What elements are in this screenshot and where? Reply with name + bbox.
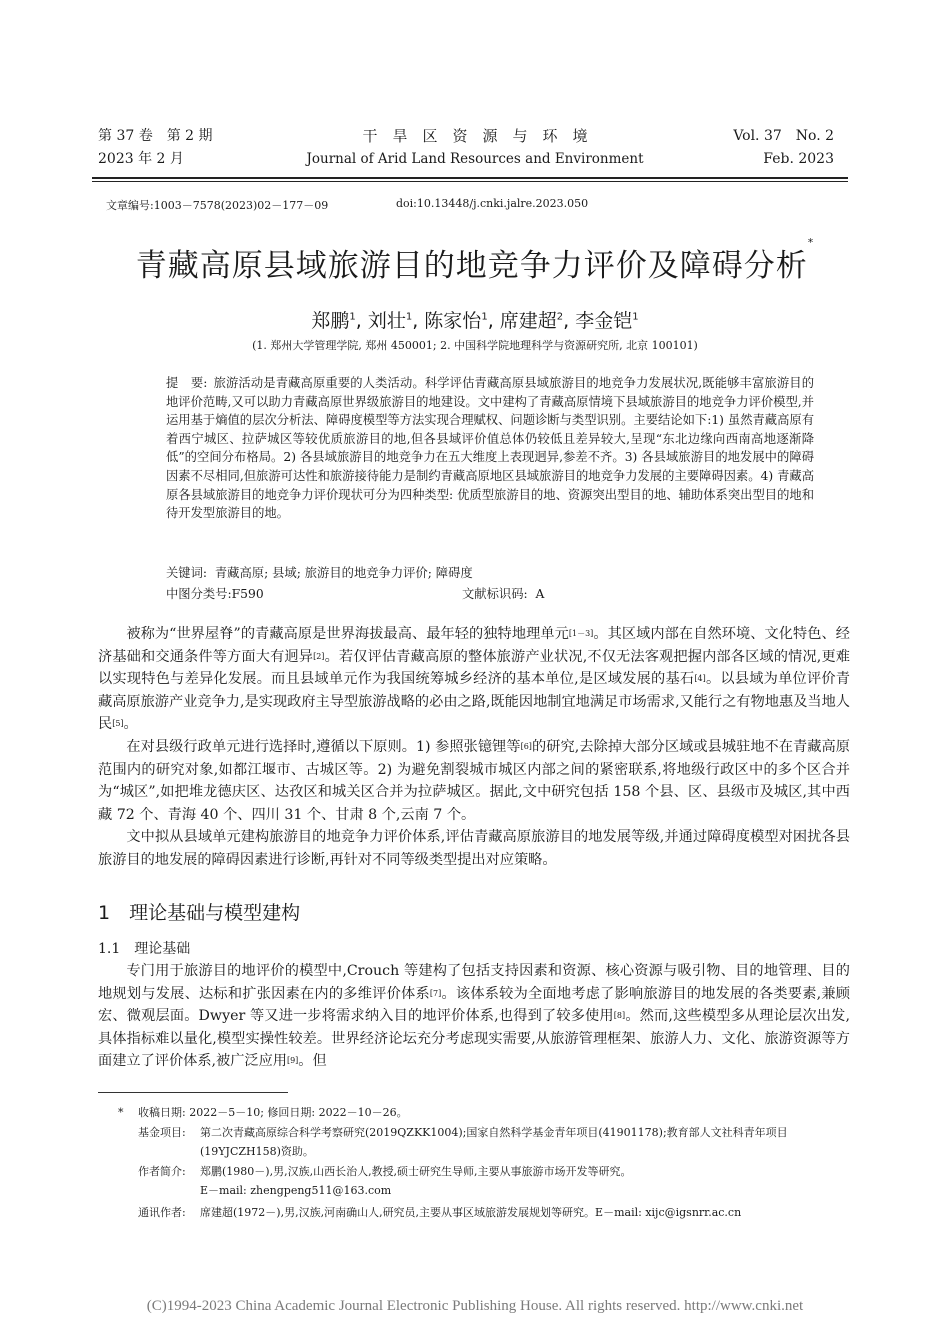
citation-ref: [7] — [429, 988, 442, 998]
header-rule-thick — [92, 177, 848, 179]
footnote-author: 郑鹏(1980－),男,汉族,山西长治人,教授,硕士研究生导师,主要从事旅游市场开发等研究。 — [200, 1165, 632, 1178]
journal-title-en: Journal of Arid Land Resources and Environment — [306, 151, 644, 167]
introduction — [98, 623, 850, 872]
author: 郑鹏$^1$ — [311, 310, 356, 332]
section-1-1-paragraph — [98, 960, 850, 1073]
volume-issue-cn: 第 37 卷 第 2 期 — [98, 128, 213, 144]
paragraph-text: 在对县级行政单元进行选择时,遵循以下原则。1) 参照张镱锂等 — [126, 738, 521, 755]
footnote-author-label: 作者简介: — [138, 1165, 186, 1178]
paragraph-text: 。以县域为单位评价青藏高原旅游产业竞争力,是实现政府主导型旅游战略的必由之路,既能因地制宜地满足市场需求,又能行之有物地惠及当地人民 — [98, 671, 850, 733]
paragraph-text: 。该体系较为全面地考虑了影响旅游目的地发展的各类要素,兼顾宏、微观层面。Dwyer 等又进一步将需求纳入目的地评价体系,也得到了较多使用 — [98, 985, 850, 1025]
paragraph-text: 的研究,去除掉大部分区域或县城驻地不在青藏高原范围内的研究对象,如都江堰市、古城区等。2) 为避免割裂城市城区内部之间的紧密联系,将地级行政区中的多个区合并为“城区”,如把堆龙德庆区、达孜区和城关区合并为拉萨城区。据此,文中研究包括 158 个县、区、县级市及城区,其中西藏 72 个、青海 40 个、四川 31 个、甘肃 8 个,云南 7 个。 — [98, 738, 850, 823]
paragraph-text: 。然而,这些模型多从理论层次出发,具体指标难以量化,模型实操性较差。世界经济论坛充分考虑现实需要,从旅游管理框架、旅游人力、文化、旅游资源等方面建立了评价体系,被广泛应用 — [98, 1008, 851, 1070]
clc-number: 中图分类号:F590 — [166, 587, 264, 601]
author: 陈家怡$^1$ — [424, 310, 488, 332]
citation-ref: [2] — [313, 651, 325, 661]
paragraph-text: 专门用于旅游目的地评价的模型中,Crouch 等建构了包括支持因素和资源、核心资源与吸引物、目的地管理、目的地规划与发展、达标和扩张因素在内的多维评价体系 — [98, 963, 850, 1002]
document-code: 文献标识码: A — [462, 587, 545, 601]
paragraph-text: 被称为“世界屋脊”的青藏高原是世界海拔最高、最年轻的独特地理单元 — [126, 626, 569, 642]
keywords-text: 青藏高原; 县域; 旅游目的地竞争力评价; 障碍度 — [214, 566, 473, 580]
paper-title-text: 青藏高原县域旅游目的地竞争力评价及障碍分析 — [135, 248, 808, 284]
abstract-label: 提 要: — [166, 376, 208, 390]
citation-ref: [5] — [112, 719, 124, 729]
paragraph-text: 。若仅评估青藏高原的整体旅游产业状况,不仅无法客观把握内部各区域的情况,更难以实现特色与差异化发展。而且县域单元作为我国统筹城乡经济的基本单位,是区域发展的基石 — [98, 648, 850, 688]
section-heading-1: 1 理论基础与模型建构 — [98, 902, 301, 924]
paragraph-text: 。 — [123, 716, 138, 733]
footnote-rule — [98, 1092, 288, 1093]
section-heading-1-1: 1.1 理论基础 — [98, 941, 191, 957]
intro-paragraph-2 — [98, 736, 850, 826]
doi: doi:10.13448/j.cnki.jalre.2023.050 — [396, 197, 589, 210]
citation-ref: [8] — [613, 1011, 626, 1021]
section-1-1-body — [98, 960, 850, 1073]
footnote-corr-label: 通讯作者: — [138, 1206, 186, 1219]
paragraph-text: 。但 — [298, 1053, 327, 1070]
footnote-corresponding: 席建超(1972－),男,汉族,河南确山人,研究员,主要从事区域旅游发展规划等研究。E－mail: xijc@igsnrr.ac.cn — [200, 1206, 742, 1219]
abstract — [166, 374, 814, 523]
author: 李金铠$^1$ — [575, 310, 639, 332]
intro-paragraph-1 — [98, 623, 850, 736]
citation-ref: [9] — [286, 1056, 299, 1066]
keywords — [166, 563, 473, 581]
citation-ref: [4] — [694, 674, 706, 684]
citation-ref: [1－3] — [568, 629, 594, 638]
citation-ref: [6] — [520, 741, 532, 751]
affiliations: (1. 郑州大学管理学院, 郑州 450001; 2. 中国科学院地理科学与资源研究所, 北京 100101) — [252, 339, 698, 352]
author-list: 郑鹏$^1$, 刘壮$^1$, 陈家怡$^1$, 席建超$^2$, 李金铠$^1$ — [311, 310, 639, 332]
author: 席建超$^2$ — [499, 310, 564, 332]
footnote-fund-label: 基金项目: — [138, 1126, 186, 1139]
date-cn: 2023 年 2 月 — [98, 151, 184, 167]
title-footnote-mark: * — [807, 236, 815, 249]
keywords-label: 关键词: — [166, 566, 208, 580]
footnote-author-email: E－mail: zhengpeng511@163.com — [200, 1184, 392, 1197]
footnote-mark: * — [118, 1106, 124, 1119]
header-rule-thin — [92, 181, 848, 182]
abstract-text: 旅游活动是青藏高原重要的人类活动。科学评估青藏高原县域旅游目的地竞争力发展状况,既能够丰富旅游目的地评价范畴,又可以助力青藏高原世界级旅游目的地建设。文中建构了青藏高原情境下县域旅游目的地竞争力评价模型,并运用基于熵值的层次分析法、障碍度模型等方法实现合理赋权、问题诊断与类型识别。主要结论如下:1) 虽然青藏高原有着西宁城区、拉萨城区等较优质旅游目的地,但各县域评价值总体仍较低且差异较大,呈现“东北边缘向西南高地逐渐降低”的空间分布格局。2) 各县域旅游目的地竞争力在五大维度上表现迥异,参差不齐。3) 各县域旅游目的地发展中的障碍因素不尽相同,但旅游可达性和旅游接待能力是制约青藏高原地区县域旅游目的地竞争力发展的主要障碍因素。4) 青藏高原各县域旅游目的地竞争力评价现状可分为四种类型: 优质型旅游目的地、资源突出型目的地、辅助体系突出型目的地和待开发型旅游目的地。 — [166, 376, 814, 521]
paragraph-text: 。其区域内部在自然环境、文化特色、经济基础和交通条件等方面大有迥异 — [98, 626, 850, 665]
intro-paragraph-3 — [98, 826, 850, 871]
volume-issue-en: Vol. 37 No. 2 — [733, 128, 834, 144]
footnote-received: 收稿日期: 2022－5－10; 修回日期: 2022－10－26。 — [138, 1106, 408, 1119]
copyright-line: (C)1994-2023 China Academic Journal Electronic Publishing House. All rights reserved. http://www.cnki.net — [146, 1298, 804, 1314]
author: 刘壮$^1$ — [367, 310, 413, 332]
article-number: 文章编号:1003－7578(2023)02－177－09 — [106, 199, 329, 212]
paper-title — [0, 236, 950, 285]
journal-title-cn: 干 旱 区 资 源 与 环 境 — [362, 127, 588, 145]
paragraph-text: 文中拟从县域单元建构旅游目的地竞争力评价体系,评估青藏高原旅游目的地发展等级,并通过障碍度模型对困扰各县旅游目的地发展的障碍因素进行诊断,再针对不同等级类型提出对应策略。 — [98, 829, 850, 868]
date-en: Feb. 2023 — [763, 151, 834, 167]
footnote-fund: 第二次青藏高原综合科学考察研究(2019QZKK1004);国家自然科学基金青年项目(41901178);教育部人文社科青年项目(19YJCZH158)资助。 — [200, 1126, 788, 1158]
